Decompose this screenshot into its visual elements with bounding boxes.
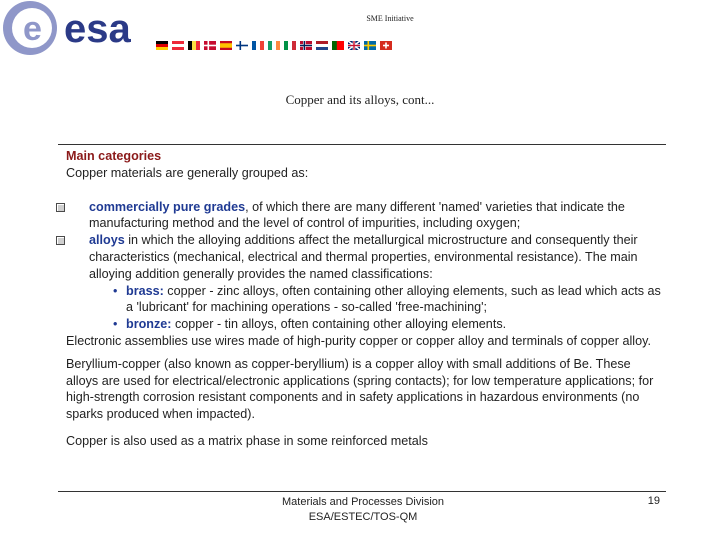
footer-division: Materials and Processes Division <box>281 496 444 508</box>
united-kingdom-flag-icon <box>348 41 360 50</box>
bullet-term: commercially pure grades <box>89 199 246 214</box>
denmark-flag-icon <box>204 41 216 50</box>
portugal-flag-icon <box>332 41 344 50</box>
sub-bullet-term: brass: <box>126 283 164 298</box>
footer <box>230 495 496 525</box>
section-heading: Main categories <box>66 149 162 163</box>
slide-title: Copper and its alloys, cont... <box>285 92 435 107</box>
switzerland-flag-icon <box>380 41 392 50</box>
top-divider <box>58 144 666 145</box>
germany-flag-icon <box>156 41 168 50</box>
sub-bullet-marker: • <box>113 317 118 332</box>
matrix-phase-text: Copper is also used as a matrix phase in some reinforced metals <box>66 433 428 448</box>
initiative-label: SME Initiative <box>366 14 414 23</box>
sweden-flag-icon <box>364 41 376 50</box>
norway-flag-icon <box>300 41 312 50</box>
sub-bullet-text: copper - zinc alloys, often containing other alloying elements, such as lead which acts as a 'lubricant' for machining operations - so-called 'free-machining'; <box>126 283 661 315</box>
sub-bullet-term: bronze: <box>126 317 172 332</box>
footer-org: ESA/ESTEC/TOS-QM <box>308 511 418 523</box>
sub-bullet-brass <box>66 283 666 317</box>
austria-flag-icon <box>172 41 184 50</box>
bullet-text: , of which there are many different 'named' varieties that indicate the manufacturing method and the level of control of impurities, including oxygen; <box>89 199 625 231</box>
bullet-pure-grades <box>66 199 666 233</box>
intro-text: Copper materials are generally grouped as: <box>66 165 309 180</box>
italy-flag-icon <box>284 41 296 50</box>
page-number: 19 <box>647 495 660 507</box>
sub-bullet-text: copper - tin alloys, often containing other alloying elements. <box>171 317 507 332</box>
slide-content <box>66 148 666 450</box>
logo-wordmark: esa <box>64 7 131 51</box>
ireland-flag-icon <box>268 41 280 50</box>
bottom-divider <box>58 491 666 492</box>
netherlands-flag-icon <box>316 41 328 50</box>
checkbox-bullet-icon <box>56 236 65 245</box>
logo-e-mark: e <box>23 10 42 48</box>
belgium-flag-icon <box>188 41 200 50</box>
esa-logo <box>2 0 162 56</box>
electronic-assemblies-text: Electronic assemblies use wires made of high-purity copper or copper alloy and terminals of copper alloy. <box>66 333 651 348</box>
sub-bullet-bronze <box>66 316 666 333</box>
bullet-term: alloys <box>89 233 125 248</box>
beryllium-copper-text: Beryllium-copper (also known as copper-beryllium) is a copper alloy with small additions of Be. These alloys are used for electrical/electronic applications (spring contacts); for low temperature applications; for high-strength corrosion resistant components and in safety applications in hazardous environments (no sparks produced when impacted). <box>66 356 654 422</box>
member-state-flags <box>156 41 392 50</box>
bullet-alloys <box>66 232 666 282</box>
spain-flag-icon <box>220 41 232 50</box>
sub-bullet-marker: • <box>113 283 118 298</box>
checkbox-bullet-icon <box>56 203 65 212</box>
bullet-text: in which the alloying additions affect the metallurgical microstructure and consequently their characteristics (mechanical, electrical and thermal properties, environmental resistance). The main alloying addition generally provides the named classifications: <box>89 233 638 281</box>
france-flag-icon <box>252 41 264 50</box>
finland-flag-icon <box>236 41 248 50</box>
